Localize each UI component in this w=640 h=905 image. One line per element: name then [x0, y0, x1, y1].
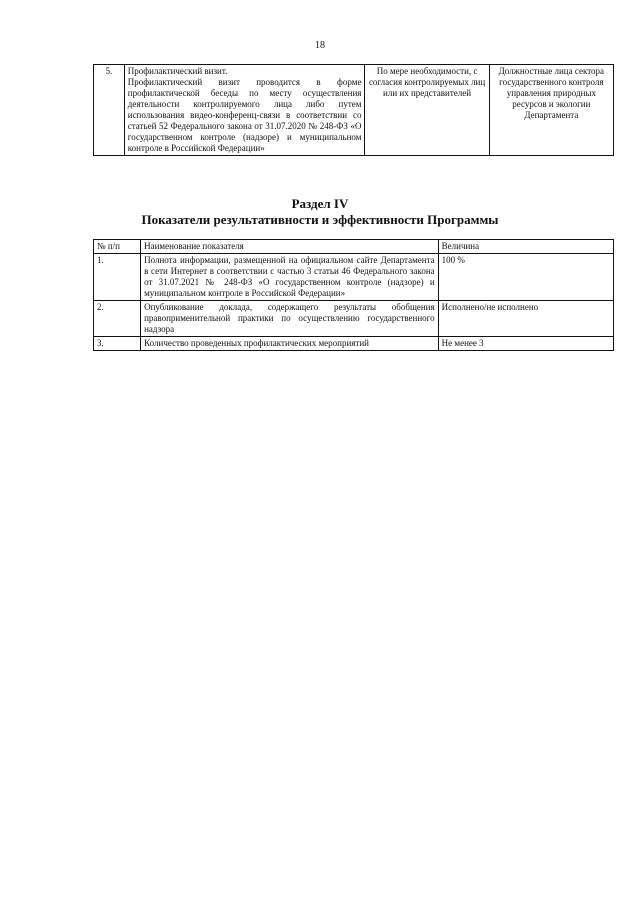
indicator-name: Полнота информации, размещенной на официальном сайте Департамента в сети Интернет в соответствии с частью 3 статьи 46 Федерального закона от 31.07.2021 № 248-ФЗ «О государственном контроле (надзоре) и муниципальном контроле в Российской Федерации»: [141, 254, 439, 301]
table-row: [94, 337, 614, 351]
row-number: 2.: [94, 301, 141, 337]
row-number: 3.: [94, 337, 141, 351]
activity-cell: [124, 65, 365, 156]
indicator-name: Опубликование доклада, содержащего результаты обобщения правоприменительной практики по осуществлению государственного надзора: [141, 301, 439, 337]
row-number: 5.: [94, 65, 125, 156]
indicator-value: Исполнено/не исполнено: [438, 301, 613, 337]
header-value: Величина: [438, 240, 613, 254]
section-title: Раздел IV: [291, 196, 349, 211]
indicator-value: 100 %: [438, 254, 613, 301]
table-row: [94, 254, 614, 301]
indicator-name: Количество проведенных профилактических мероприятий: [141, 337, 439, 351]
table-row: [94, 301, 614, 337]
header-name: Наименование показателя: [141, 240, 439, 254]
header-number: № п/п: [94, 240, 141, 254]
activity-title: Профилактический визит.: [127, 66, 228, 76]
period-cell: По мере необходимости, с согласия контролируемых лиц или их представителей: [365, 65, 489, 156]
section-subtitle: Показатели результативности и эффективности Программы: [141, 212, 499, 227]
responsible-cell: Должностные лица сектора государственного контроля управления природных ресурсов и экологии Департамента: [489, 65, 613, 156]
row-number: 1.: [94, 254, 141, 301]
indicators-table: [93, 239, 614, 351]
table-header-row: [94, 240, 614, 254]
activity-table: [93, 64, 614, 156]
page-number: 18: [315, 40, 325, 51]
activity-description: Профилактический визит проводится в форме профилактической беседы по месту осуществления деятельности контролируемого лица либо путем использования видео-конференц-связи в соответствии со статьей 52 Федерального закона от 31.07.2020 № 248-ФЗ «О государственном контроле (надзоре) и муниципальном контроле в Российской Федерации»: [127, 77, 362, 153]
table-row: [94, 65, 614, 156]
section-heading: [0, 196, 640, 228]
indicator-value: Не менее 3: [438, 337, 613, 351]
